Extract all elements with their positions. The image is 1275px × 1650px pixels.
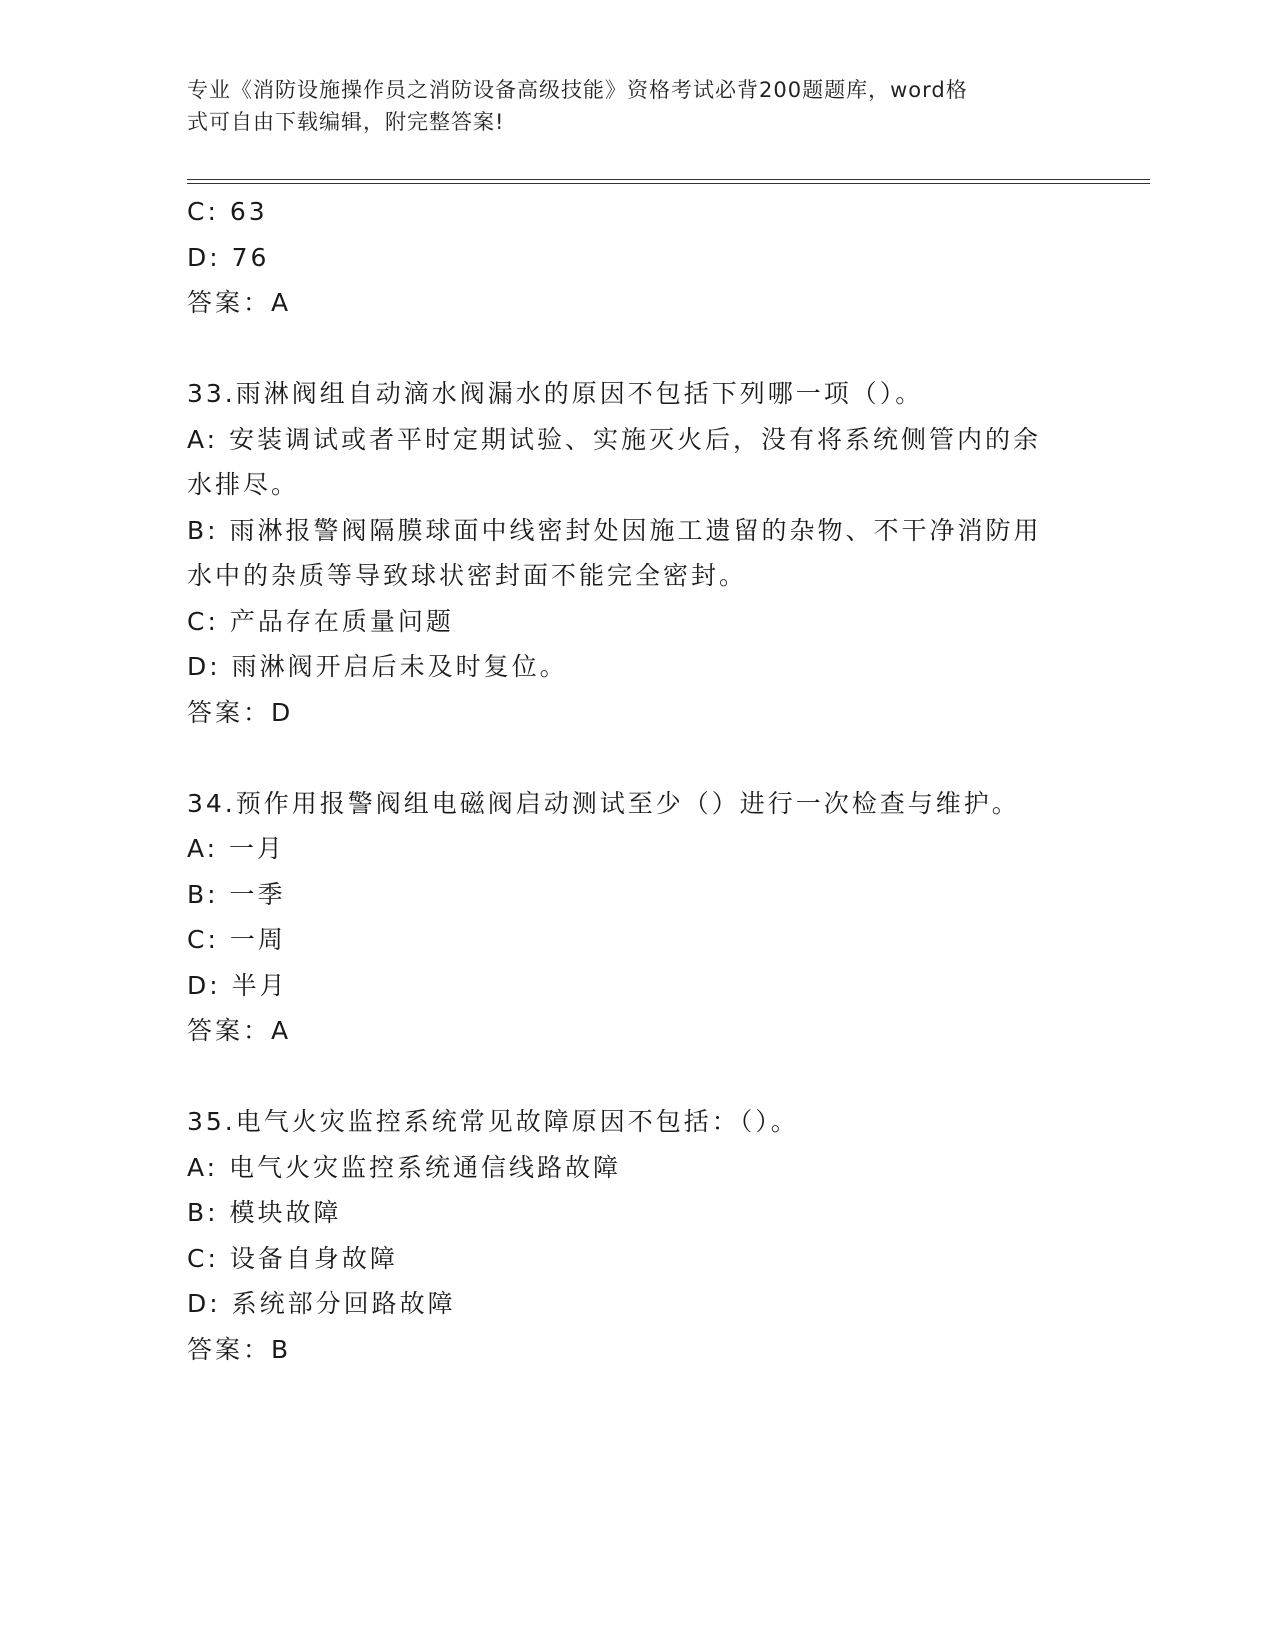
option-a-line-1: A: 安装调试或者平时定期试验、实施灭火后，没有将系统侧管内的余 — [187, 424, 1042, 454]
option-b: B: 一季 — [187, 879, 286, 909]
option-b: B: 模块故障 — [187, 1198, 342, 1227]
spacer — [187, 735, 1087, 781]
option-a-line-2: 水排尽。 — [187, 470, 300, 499]
answer-line: 答案：A — [187, 1016, 292, 1045]
option-c: C: 设备自身故障 — [187, 1243, 398, 1273]
header-rule-bottom — [187, 183, 1150, 184]
question-34 — [187, 781, 1087, 1054]
document-body — [187, 189, 1087, 1372]
previous-question-tail — [187, 189, 1087, 326]
header-rule-top — [187, 179, 1150, 180]
spacer — [187, 1054, 1087, 1100]
answer-line: 答案：A — [187, 288, 292, 317]
option-d: D: 系统部分回路故障 — [187, 1289, 456, 1318]
option-b-line-1: B: 雨淋报警阀隔膜球面中线密封处因施工遗留的杂物、不干净消防用 — [187, 515, 1042, 545]
option-d: D: 半月 — [187, 970, 288, 1000]
option-a: A: 一月 — [187, 834, 286, 863]
header-line-2: 式可自由下载编辑，附完整答案! — [187, 110, 505, 134]
page-header — [187, 74, 1087, 138]
header-line-1: 专业《消防设施操作员之消防设备高级技能》资格考试必背200题题库，word格 — [187, 78, 968, 102]
answer-line: 答案：D — [187, 697, 294, 727]
question-35 — [187, 1099, 1087, 1372]
option-b-line-2: 水中的杂质等导致球状密封面不能完全密封。 — [187, 561, 748, 590]
question-33 — [187, 371, 1087, 735]
spacer — [187, 326, 1087, 372]
option-a: A: 电气火灾监控系统通信线路故障 — [187, 1152, 622, 1182]
option-d: D: 76 — [187, 242, 270, 272]
option-c: C: 产品存在质量问题 — [187, 606, 454, 636]
answer-line: 答案：B — [187, 1334, 292, 1364]
option-c: C: 一周 — [187, 925, 286, 954]
question-text: 35.电气火灾监控系统常见故障原因不包括：（）。 — [187, 1107, 799, 1136]
question-text: 34.预作用报警阀组电磁阀启动测试至少（）进行一次检查与维护。 — [187, 788, 1020, 818]
question-text: 33.雨淋阀组自动滴水阀漏水的原因不包括下列哪一项（）。 — [187, 379, 924, 408]
option-d: D: 雨淋阀开启后未及时复位。 — [187, 652, 568, 681]
option-c: C: 63 — [187, 197, 268, 226]
